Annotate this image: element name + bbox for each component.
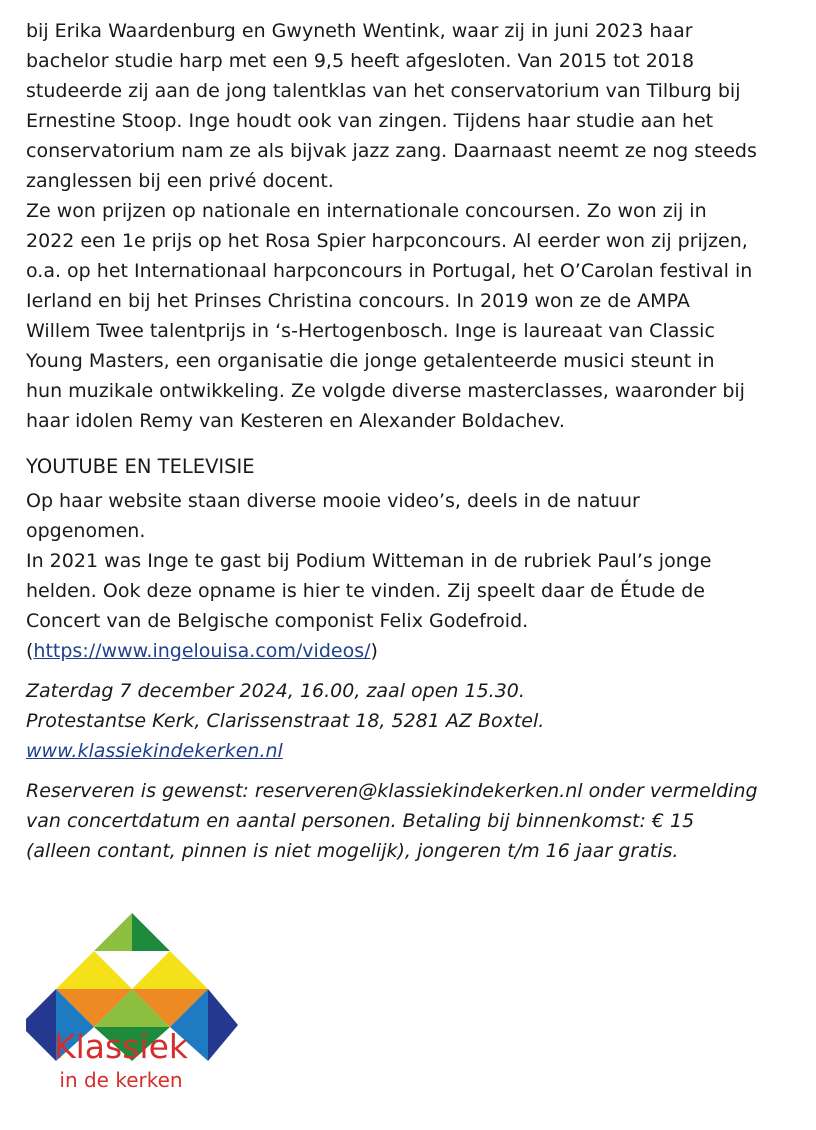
youtube-paragraph-2 — [26, 546, 796, 666]
text-line: Ernestine Stoop. Inge houdt ook van zingen. Tijdens haar studie aan het — [26, 110, 714, 132]
text-line: Ze won prijzen op nationale en internationale concoursen. Zo won zij in — [26, 200, 707, 222]
event-details — [26, 676, 796, 766]
text-line: Reserveren is gewenst: reserveren@klassiekindekerken.nl onder vermelding — [26, 780, 758, 802]
close-paren: ) — [370, 640, 378, 662]
event-date: Zaterdag 7 december 2024, 16.00, zaal open 15.30. — [26, 680, 525, 702]
text-line: conservatorium nam ze als bijvak jazz zang. Daarnaast neemt ze nog steeds — [26, 140, 757, 162]
logo-name-sub: in de kerken — [59, 1068, 183, 1092]
text-line: In 2021 was Inge te gast bij Podium Witteman in de rubriek Paul’s jonge — [26, 550, 712, 572]
logo-diamond-top-left — [94, 913, 132, 951]
event-website-line — [26, 736, 796, 766]
text-line: bachelor studie harp met een 9,5 heeft afgesloten. Van 2015 tot 2018 — [26, 50, 695, 72]
text-line: Ierland en bij het Prinses Christina concours. In 2019 won ze de AMPA — [26, 290, 690, 312]
text-line: Op haar website staan diverse mooie video’s, deels in de natuur — [26, 490, 640, 512]
text-line: (alleen contant, pinnen is niet mogelijk), jongeren t/m 16 jaar gratis. — [26, 840, 679, 862]
section-heading-youtube: YOUTUBE EN TELEVISIE — [26, 455, 255, 478]
document-page — [26, 16, 796, 866]
text-line: bij Erika Waardenburg en Gwyneth Wentink, waar zij in juni 2023 haar — [26, 20, 693, 42]
text-line: studeerde zij aan de jong talentklas van het conservatorium van Tilburg bij — [26, 80, 741, 102]
website-link[interactable]: www.klassiekindekerken.nl — [26, 740, 283, 762]
bio-paragraph-2 — [26, 196, 796, 436]
text-line: opgenomen. — [26, 520, 146, 542]
spacer — [26, 666, 796, 676]
spacer — [26, 766, 796, 776]
logo-name-main: Klassiek — [54, 1027, 188, 1066]
text-line: Willem Twee talentprijs in ‘s-Hertogenbosch. Inge is laureaat van Classic — [26, 320, 715, 342]
video-link[interactable]: https://www.ingelouisa.com/videos/ — [33, 640, 371, 662]
text-line: Concert van de Belgische componist Felix Godefroid. — [26, 610, 529, 632]
logo-diamond-top-right — [132, 913, 170, 951]
text-line: helden. Ook deze opname is hier te vinden. Zij speelt daar de Étude de — [26, 580, 705, 602]
youtube-paragraph-1 — [26, 486, 796, 546]
event-venue: Protestantse Kerk, Clarissenstraat 18, 5281 AZ Boxtel. — [26, 710, 545, 732]
bio-paragraph-1 — [26, 16, 796, 196]
video-link-line — [26, 636, 796, 666]
reservation-info — [26, 776, 796, 866]
text-line: 2022 een 1e prijs op het Rosa Spier harpconcours. Al eerder won zij prijzen, — [26, 230, 748, 252]
text-line: Young Masters, een organisatie die jonge getalenteerde musici steunt in — [26, 350, 715, 372]
text-line: o.a. op het Internationaal harpconcours in Portugal, het O’Carolan festival in — [26, 260, 753, 282]
text-line: van concertdatum en aantal personen. Betaling bij binnenkomst: € 15 — [26, 810, 695, 832]
klassiek-logo-wordmark — [26, 1027, 216, 1093]
text-line: zanglessen bij een privé docent. — [26, 170, 334, 192]
open-paren: ( — [26, 640, 34, 662]
text-line: hun muzikale ontwikkeling. Ze volgde diverse masterclasses, waaronder bij — [26, 380, 745, 402]
text-line: haar idolen Remy van Kesteren en Alexander Boldachev. — [26, 410, 565, 432]
